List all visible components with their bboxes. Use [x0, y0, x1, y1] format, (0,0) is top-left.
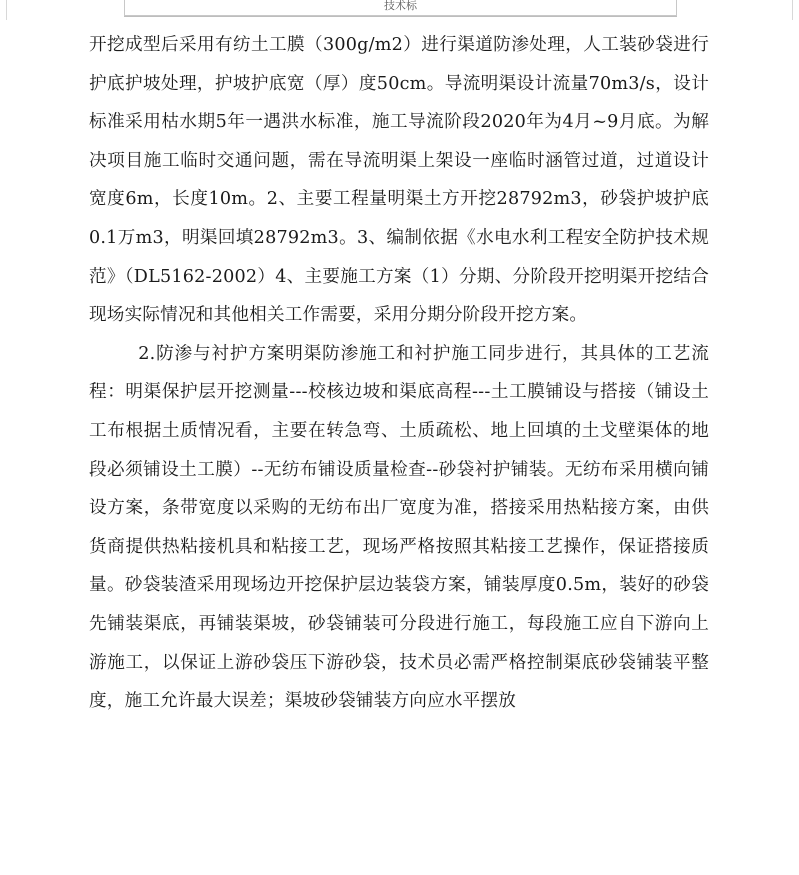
- paragraph-2: 2.防渗与衬护方案明渠防渗施工和衬护施工同步进行，其具体的工艺流程：明渠保护层开挖测量---校核边坡和渠底高程---土工膜铺设与搭接（铺设土工布根据土质情况看，主要在转急弯、土质疏松、地上回填的土戈壁渠体的地段必须铺设土工膜）--无纺布铺设质量检查--砂袋衬护铺装。无纺布采用横向铺设方案，条带宽度以采购的无纺布出厂宽度为准，搭接采用热粘接方案，由供货商提供热粘接机具和粘接工艺，现场严格按照其粘接工艺操作，保证搭接质量。砂袋装渣采用现场边开挖保护层边装袋方案，铺装厚度0.5m，装好的砂袋先铺装渠底，再铺装渠坡，砂袋铺装可分段进行施工，每段施工应自下游向上游施工，以保证上游砂袋压下游砂袋，技术员必需严格控制渠底砂袋铺装平整度，施工允许最大误差；渠坡砂袋铺装方向应水平摆放: [89, 343, 709, 712]
- document-body: [89, 26, 709, 721]
- page-header: [124, 0, 677, 16]
- paragraph-1: 开挖成型后采用有纺土工膜（300g/m2）进行渠道防渗处理，人工装砂袋进行护底护坡处理，护坡护底宽（厚）度50cm。导流明渠设计流量70m3/s，设计标准采用枯水期5年一遇洪水标准，施工导流阶段2020年为4月~9月底。为解决项目施工临时交通问题，需在导流明渠上架设一座临时涵管过道，过道设计宽度6m，长度10m。2、主要工程量明渠土方开挖28792m3，砂袋护坡护底0.1万m3，明渠回填28792m3。3、编制依据《水电水利工程安全防护技术规范》（DL5162-2002）4、主要施工方案（1）分期、分阶段开挖明渠开挖结合现场实际情况和其他相关工作需要，采用分期分阶段开挖方案。: [89, 35, 709, 326]
- header-title: 技术标: [384, 0, 417, 12]
- header-rule: [124, 16, 677, 17]
- crop-mark-left: [0, 0, 7, 20]
- crop-mark-right: [792, 0, 799, 20]
